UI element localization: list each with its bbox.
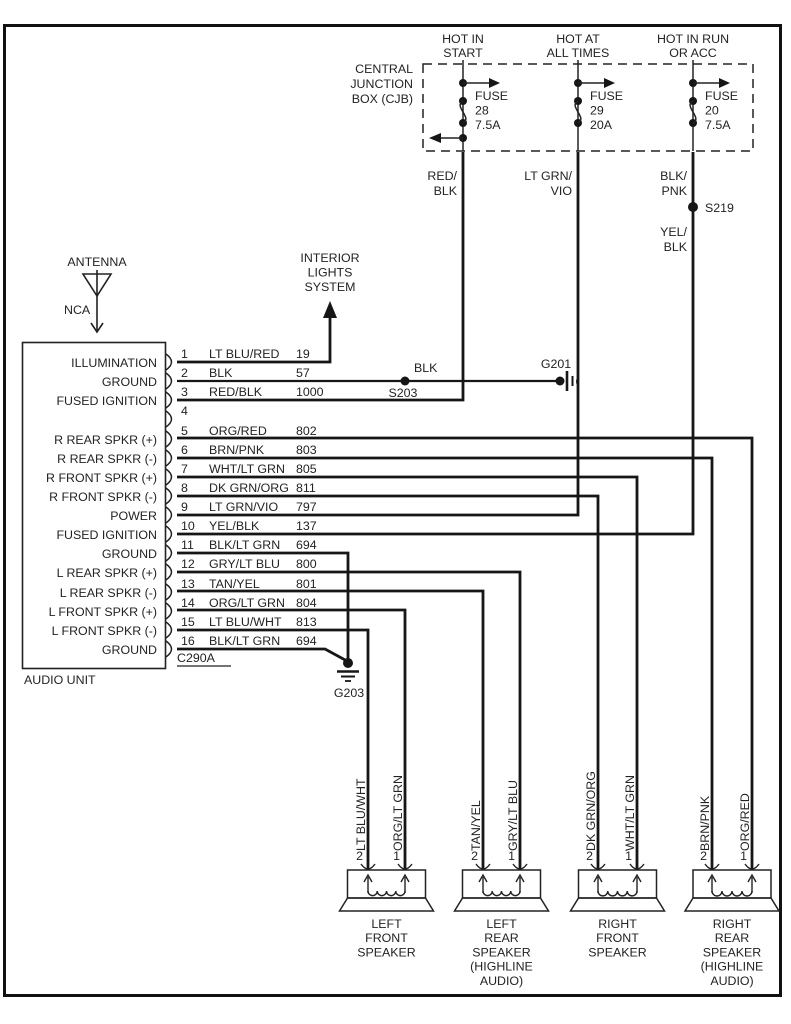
feed-header: START — [443, 46, 483, 60]
interior-lights-label: INTERIOR — [300, 251, 360, 265]
speaker-pin-number: 2 — [700, 849, 707, 863]
pin-wire-color: BRN/PNK — [209, 443, 265, 457]
pin-circuit-number: 803 — [296, 443, 317, 457]
pin-number: 11 — [181, 538, 194, 552]
wire-color-label: PNK — [661, 184, 687, 198]
speaker-caption: SPEAKER — [702, 945, 762, 960]
pin-wire-color: BLK/LT GRN — [209, 634, 281, 648]
splice-s203-dot — [401, 377, 410, 386]
speaker-caption: SPEAKER — [588, 945, 647, 960]
wire-color-label: BLK — [663, 240, 687, 254]
speaker-caption: RIGHT — [598, 917, 637, 931]
speaker-caption: AUDIO) — [479, 973, 524, 988]
fuse-label: 7.5A — [475, 118, 501, 132]
speaker-pin-number: 1 — [740, 849, 747, 863]
pin-circuit-number: 19 — [296, 347, 310, 361]
speaker-body — [463, 870, 541, 898]
connector-label: C290A — [177, 651, 215, 665]
pin-wire-color: BLK — [209, 366, 233, 380]
cjb-label: BOX (CJB) — [351, 92, 413, 106]
pin-number: 9 — [181, 500, 188, 514]
pin-function-label: POWER — [110, 509, 157, 523]
pin-function-label: L FRONT SPKR (-) — [51, 624, 157, 638]
fuse-label: 29 — [590, 103, 604, 118]
speaker-wire-color: WHT/LT GRN — [623, 775, 637, 851]
speaker-caption: LEFT — [371, 917, 402, 931]
speaker-wire-color: GRY/LT BLU — [506, 780, 520, 851]
pin-wire-color: BLK/LT GRN — [209, 538, 281, 552]
pin-wire-color: DK GRN/ORG — [209, 481, 289, 495]
cjb-label: CENTRAL — [355, 62, 413, 76]
pin-circuit-number: 804 — [296, 596, 317, 610]
pin-circuit-number: 694 — [296, 538, 317, 552]
pin-number: 16 — [181, 634, 195, 648]
speaker-caption: REAR — [484, 931, 519, 946]
wire-color-label: LT GRN/ — [524, 169, 572, 183]
speaker-caption: RIGHT — [712, 917, 752, 931]
speaker-body — [348, 870, 426, 898]
fuse-label: FUSE — [590, 89, 624, 103]
pin-wire-color: WHT/LT GRN — [209, 462, 285, 476]
feed-header: OR ACC — [669, 46, 717, 60]
fuse-label: 28 — [475, 103, 489, 118]
audio-unit-box — [23, 343, 166, 669]
pin-number: 7 — [181, 462, 188, 476]
speaker-caption: (HIGHLINE — [470, 959, 533, 974]
ground-g201-dot — [556, 377, 565, 386]
speaker-caption: LEFT — [486, 917, 517, 931]
pin-circuit-number: 805 — [296, 462, 317, 476]
pin-circuit-number: 813 — [296, 615, 317, 629]
pin-function-label: L REAR SPKR (+) — [56, 566, 157, 580]
speaker-caption: SPEAKER — [472, 945, 531, 960]
pin-wire-color: YEL/BLK — [209, 519, 260, 533]
pin-circuit-number: 802 — [296, 424, 317, 438]
speaker-pin-number: 2 — [471, 849, 478, 863]
speaker-wire-color: DK GRN/ORG — [584, 771, 598, 851]
interior-lights-label: LIGHTS — [307, 265, 353, 280]
splice-s219-label: S219 — [705, 201, 734, 215]
pin-number: 1 — [181, 347, 188, 361]
speaker-caption: (HIGHLINE — [700, 959, 764, 974]
ground-g201-label: G201 — [540, 357, 572, 371]
pin-wire-color: ORG/RED — [209, 424, 267, 438]
splice-s203-label: S203 — [388, 386, 418, 400]
pin-circuit-number: 57 — [296, 366, 310, 380]
pin-function-label: R FRONT SPKR (+) — [46, 471, 157, 485]
pin-function-label: ILLUMINATION — [71, 356, 157, 370]
pin-circuit-number: 811 — [296, 481, 316, 495]
speaker-caption: REAR — [714, 931, 750, 946]
wire-color-label: VIO — [550, 184, 572, 198]
speaker-wire-color: ORG/LT GRN — [391, 775, 405, 851]
pin-function-label: L REAR SPKR (-) — [59, 586, 157, 600]
speaker-wire-color: LT BLU/WHT — [354, 778, 368, 851]
pin-circuit-number: 800 — [296, 557, 317, 571]
pin-number: 14 — [181, 596, 195, 610]
pin-number: 8 — [181, 481, 188, 495]
pin-circuit-number: 801 — [296, 577, 317, 591]
wire-color-label: RED/ — [427, 169, 457, 183]
cjb-label: JUNCTION — [350, 77, 413, 91]
fuse-label: FUSE — [475, 89, 509, 103]
pin-number: 12 — [181, 557, 195, 571]
audio-unit-label: AUDIO UNIT — [24, 673, 96, 687]
pin-number: 13 — [181, 577, 195, 591]
speaker-body — [693, 870, 771, 898]
speaker-caption: FRONT — [365, 931, 408, 946]
feed-header: HOT AT — [556, 32, 600, 46]
pin-number: 3 — [181, 385, 188, 399]
pin-function-label: GROUND — [101, 643, 157, 657]
pin-wire-color: LT GRN/VIO — [209, 500, 279, 514]
pin-number: 10 — [181, 519, 195, 533]
feed-header: HOT IN RUN — [656, 32, 730, 46]
pin-number: 2 — [181, 366, 188, 380]
pin-circuit-number: 1000 — [296, 385, 324, 399]
speaker-wire-color: TAN/YEL — [469, 800, 483, 851]
pin-circuit-number: 694 — [296, 634, 317, 648]
feed-header: ALL TIMES — [546, 46, 610, 60]
pin-function-label: R REAR SPKR (+) — [54, 433, 157, 447]
pin-function-label: GROUND — [101, 547, 157, 561]
antenna-label: ANTENNA — [67, 255, 127, 269]
speaker-caption: AUDIO) — [710, 973, 754, 988]
pin-function-label: GROUND — [101, 375, 157, 389]
pin-wire-color: LT BLU/WHT — [209, 615, 282, 629]
fuse-label: FUSE — [705, 89, 739, 103]
speaker-pin-number: 2 — [586, 849, 593, 863]
speaker-caption: SPEAKER — [357, 945, 416, 960]
ground-g203-label: G203 — [333, 686, 365, 700]
pin-number: 4 — [181, 404, 188, 418]
pin-number: 15 — [181, 615, 195, 629]
speaker-pin-number: 1 — [625, 849, 632, 863]
speaker-wire-color: ORG/RED — [738, 793, 752, 851]
speaker-caption: FRONT — [596, 931, 639, 946]
fuse-label: 20A — [590, 118, 613, 132]
pin-function-label: R FRONT SPKR (-) — [49, 490, 157, 504]
pin-wire-color: LT BLU/RED — [209, 347, 280, 361]
wire-color-label: BLK/ — [660, 169, 687, 183]
pin-function-label: R REAR SPKR (-) — [57, 452, 157, 466]
feed-header: HOT IN — [442, 32, 484, 46]
fuse-label: 7.5A — [705, 118, 731, 132]
wire-color-label: YEL/ — [660, 225, 687, 239]
fuse-label: 20 — [705, 103, 719, 118]
speaker-pin-number: 1 — [508, 849, 515, 863]
pin-circuit-number: 797 — [296, 500, 317, 514]
pin-number: 5 — [181, 424, 188, 438]
pin-wire-color: RED/BLK — [209, 385, 263, 399]
splice-wire-label: BLK — [414, 361, 438, 375]
wire-color-label: BLK — [433, 184, 457, 198]
ground-g203-dot — [343, 658, 353, 668]
pin-circuit-number: 137 — [296, 519, 317, 533]
pin-function-label: L FRONT SPKR (+) — [48, 605, 157, 619]
pin-number: 6 — [181, 443, 188, 457]
pin-wire-color: ORG/LT GRN — [209, 596, 285, 610]
speaker-pin-number: 2 — [356, 849, 363, 863]
speaker-pin-number: 1 — [393, 849, 400, 863]
interior-lights-label: SYSTEM — [304, 280, 356, 294]
pin-function-label: FUSED IGNITION — [56, 394, 157, 408]
pin-wire-color: GRY/LT BLU — [209, 557, 280, 571]
speaker-body — [579, 870, 657, 898]
speaker-wire-color: BRN/PNK — [698, 795, 712, 851]
pin-function-label: FUSED IGNITION — [56, 528, 157, 542]
antenna-wire-label: NCA — [64, 303, 91, 317]
pin-wire-color: TAN/YEL — [209, 577, 260, 591]
